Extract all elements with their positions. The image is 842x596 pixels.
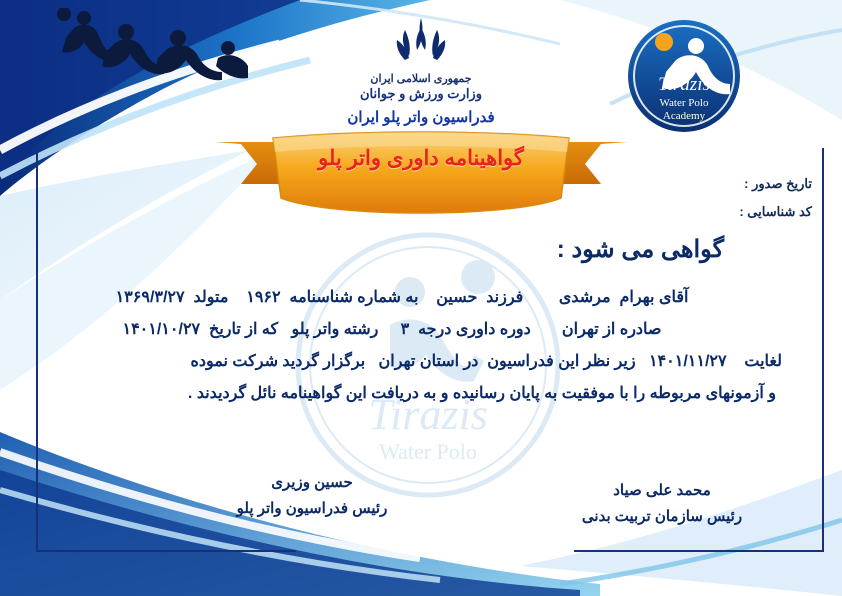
frame-line-right-vertical (822, 148, 824, 552)
signature-organization (552, 478, 772, 530)
water-polo-players-graphic (22, 8, 252, 86)
issue-date-row (622, 170, 812, 198)
body-line-1: آقای بهرام مرشدی فرزند حسین به شماره شناسنامه ۱۹۶۲ متولد ۱۳۶۹/۳/۲۷ (115, 289, 689, 306)
academy-logo-line3: Academy (662, 110, 706, 122)
body-line-2: صادره از تهران دوره داوری درجه ۳ رشته واتر پلو که از تاریخ ۱۴۰۱/۱۰/۲۷ (122, 321, 662, 338)
iran-emblem-icon (391, 14, 451, 70)
frame-line-right-horizontal (574, 550, 824, 552)
certificate-title: گواهینامه داوری واتر پلو (318, 147, 524, 170)
signature-federation-name: حسین وزیری (271, 474, 353, 491)
certificate-body (42, 282, 782, 410)
frame-line-left-vertical (36, 148, 38, 552)
ministry-line1: جمهوری اسلامی ایران (370, 73, 472, 85)
id-code-row (622, 198, 812, 226)
ministry-header (326, 14, 516, 102)
issue-date-label: تاریخ صدور : (744, 176, 812, 191)
signature-organization-name: محمد علی صیاد (613, 482, 711, 499)
body-line-4: و آزمونهای مربوطه را با موفقیت به پایان رسانیده و به دریافت این گواهینامه نائل گردیدند . (187, 385, 776, 402)
body-line-3: لغایت ۱۴۰۱/۱۱/۲۷ زیر نظر این فدراسیون در استان تهران برگزار گردید شرکت نموده (190, 353, 782, 370)
ministry-line2: وزارت ورزش و جوانان (360, 86, 482, 101)
signature-federation-title: رئیس فدراسیون واتر پلو (236, 500, 388, 517)
certificate-meta (622, 170, 812, 226)
academy-logo-line1: Tirazis (658, 74, 710, 95)
federation-title: فدراسیون واتر پلو ایران (347, 109, 495, 126)
frame-line-left-horizontal (36, 550, 296, 552)
signature-federation (212, 470, 412, 522)
id-code-label: کد شناسایی : (739, 204, 812, 219)
certify-heading: گواهی می شود : (556, 236, 724, 263)
tirazis-academy-logo (624, 16, 744, 136)
ribbon-banner (211, 128, 631, 232)
signature-organization-title: رئیس سازمان تربیت بدنی (581, 508, 743, 525)
academy-logo-line2: Water Polo (659, 97, 709, 109)
